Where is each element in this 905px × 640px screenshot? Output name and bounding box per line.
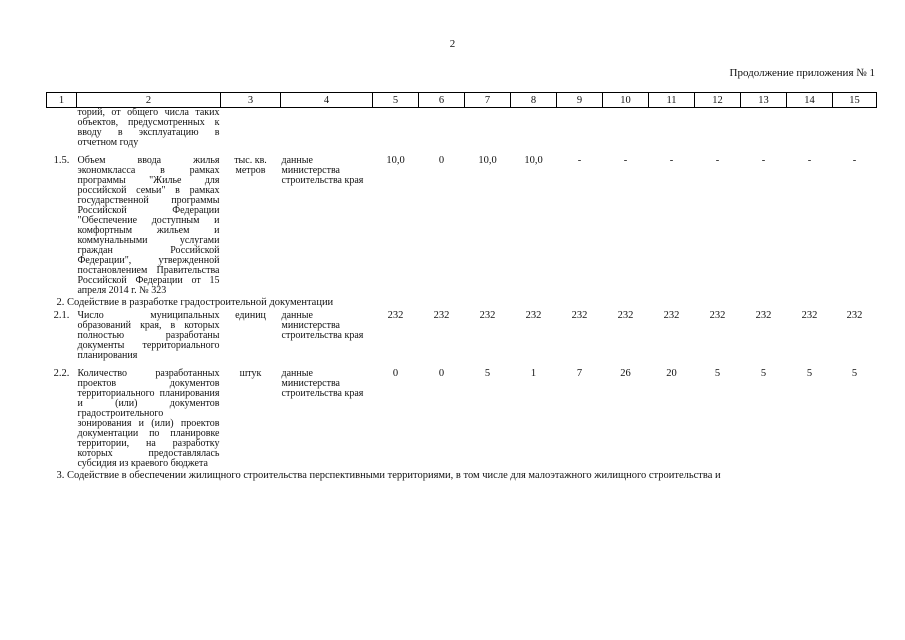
indicator-name: Объем ввода жилья экономкласса в рамках программы "Жилье для российской семьи" в рамках государственной программы Российской Федерации "Обеспечение доступным и комфортным жильем и коммунальными услугами граждан Российской Федерации", утвержденной постановлением Правительства Российской Федерации от 15 апреля 2014 г. № 323 (77, 155, 220, 296)
value-cell: - (715, 155, 720, 166)
value-cell: 5 (806, 368, 813, 379)
section-title: 3. Содействие в обеспечении жилищного строительства перспективными территориями, в том числе для малоэтажного жилищного строительства и (56, 470, 721, 481)
value-cell: 232 (709, 310, 726, 321)
value-cell: 10,0 (478, 155, 497, 166)
value-cell: 5 (760, 368, 767, 379)
value-cell: 5 (484, 368, 491, 379)
value-cell: 10,0 (524, 155, 543, 166)
value-cell: 0 (438, 155, 445, 166)
value-cell: 232 (387, 310, 404, 321)
section-row (47, 296, 877, 311)
value-cell: - (623, 155, 628, 166)
unit: штук (239, 368, 262, 379)
value-cell: 232 (663, 310, 680, 321)
header-cell: 13 (741, 93, 787, 108)
value-cell: 232 (801, 310, 818, 321)
data-source: данные министерства строительства края (281, 310, 364, 341)
header-cell: 7 (465, 93, 511, 108)
value-cell: 10,0 (386, 155, 405, 166)
header-cell: 11 (649, 93, 695, 108)
indicator-name: торий, от общего числа таких объектов, предусмотренных к вводу в эксплуатацию в отчетном году (77, 107, 220, 148)
value-cell: 0 (438, 368, 445, 379)
value-cell: - (669, 155, 674, 166)
header-cell: 6 (419, 93, 465, 108)
unit: тыс. кв. метров (234, 155, 267, 176)
header-cell: 2 (77, 93, 221, 108)
header-cell: 14 (787, 93, 833, 108)
value-cell: 26 (620, 368, 631, 379)
header-cell: 10 (603, 93, 649, 108)
data-source: данные министерства строительства края (281, 368, 364, 399)
continuation-label: Продолжение приложения № 1 (729, 67, 875, 79)
table-row (47, 369, 877, 469)
row-number: 1.5. (53, 155, 70, 166)
header-cell: 3 (221, 93, 281, 108)
row-number: 2.2. (53, 368, 70, 379)
header-cell: 15 (833, 93, 877, 108)
value-cell: 1 (530, 368, 537, 379)
indicators-table (46, 92, 877, 484)
indicator-name: Количество разработанных проектов документов территориального планирования и (или) документов градостроительного зонирования и (или) проектов документации по планировке территории, на разработку которых предоставлялась субсидия из краевого бюджета (77, 368, 220, 469)
unit: единиц (235, 310, 266, 321)
header-cell: 4 (281, 93, 373, 108)
value-cell: - (807, 155, 812, 166)
header-cell: 9 (557, 93, 603, 108)
table-row (47, 311, 877, 361)
value-cell: 5 (851, 368, 858, 379)
header-cell: 5 (373, 93, 419, 108)
section-row (47, 469, 877, 484)
value-cell: 232 (525, 310, 542, 321)
value-cell: 20 (666, 368, 677, 379)
value-cell: 232 (617, 310, 634, 321)
value-cell: 232 (755, 310, 772, 321)
value-cell: 232 (846, 310, 863, 321)
header-cell: 8 (511, 93, 557, 108)
value-cell: 7 (576, 368, 583, 379)
page-number: 2 (449, 38, 456, 50)
header-row (47, 93, 877, 108)
data-source: данные министерства строительства края (281, 155, 364, 186)
value-cell: - (852, 155, 857, 166)
indicator-name: Число муниципальных образований края, в которых полностью разработаны документы территориального планирования (77, 310, 220, 361)
value-cell: - (577, 155, 582, 166)
value-cell: 232 (571, 310, 588, 321)
value-cell: 232 (433, 310, 450, 321)
table-row (47, 156, 877, 296)
row-number: 2.1. (53, 310, 70, 321)
value-cell: - (761, 155, 766, 166)
value-cell: 232 (479, 310, 496, 321)
table-row (47, 108, 877, 149)
value-cell: 5 (714, 368, 721, 379)
header-cell: 1 (47, 93, 77, 108)
value-cell: 0 (392, 368, 399, 379)
header-cell: 12 (695, 93, 741, 108)
section-title: 2. Содействие в разработке градостроительной документации (56, 297, 334, 308)
